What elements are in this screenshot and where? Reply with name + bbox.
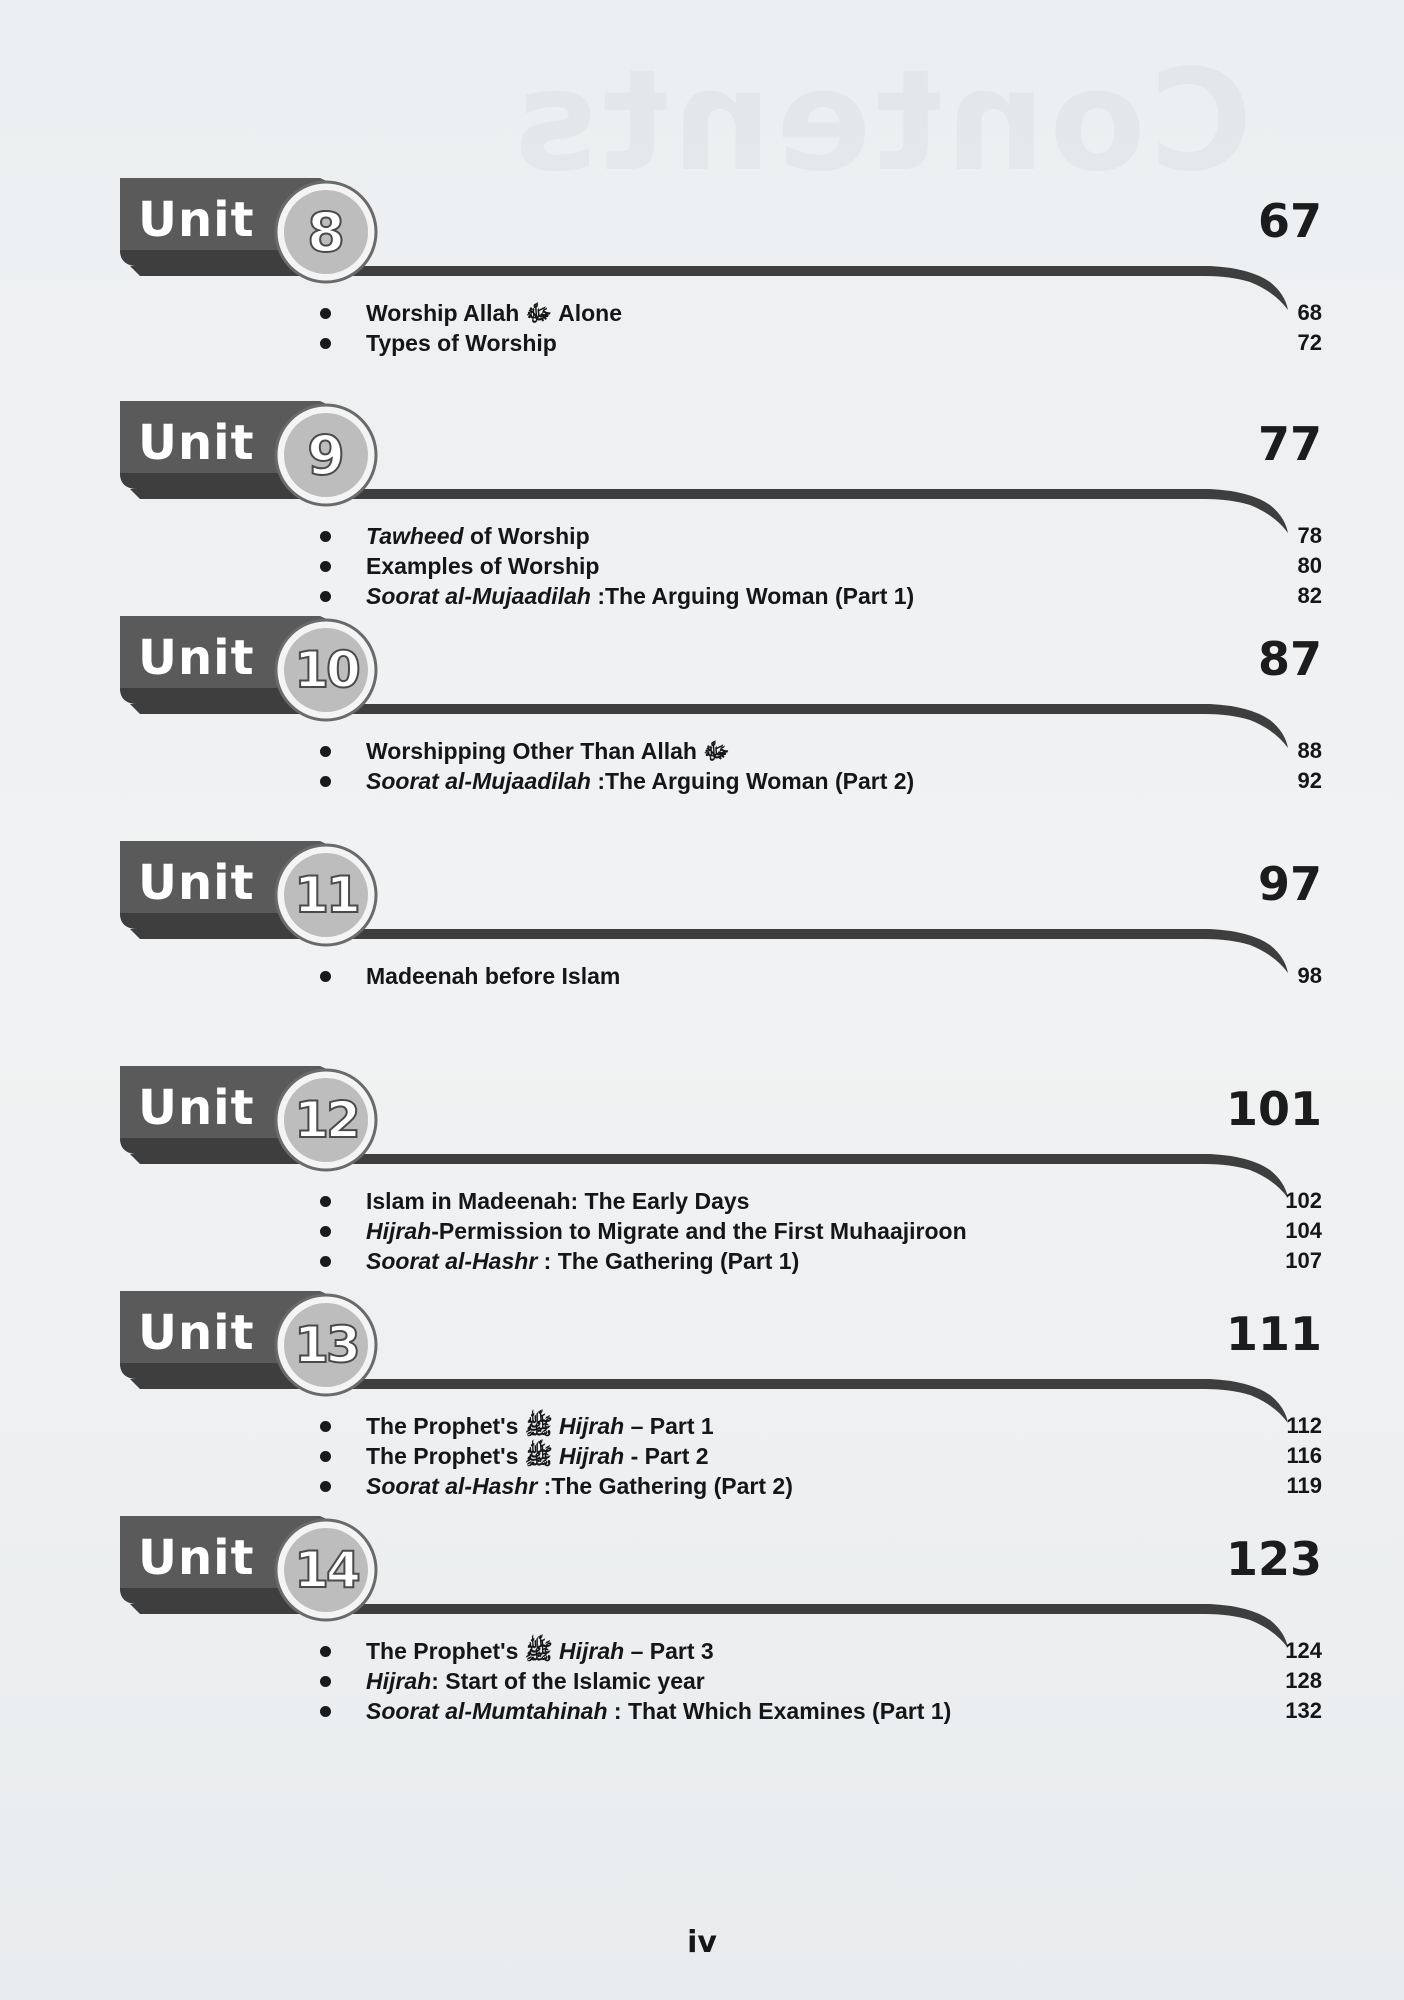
topic-title-part: ﷻ	[703, 738, 730, 764]
topic-entry[interactable]	[110, 961, 1360, 991]
topic-page-number: 92	[1297, 768, 1322, 793]
bullet-icon	[320, 1646, 331, 1657]
topic-title-part: :The Gathering (Part 2)	[537, 1473, 793, 1499]
topic-title-part: The Prophet's	[366, 1638, 525, 1664]
bullet-icon	[320, 1481, 331, 1492]
unit-label: Unit	[138, 630, 255, 686]
unit-block	[110, 608, 1360, 796]
topic-title-part: -Permission to Migrate and the First Muhaajiroon	[431, 1218, 967, 1244]
topic-entry[interactable]	[110, 1471, 1360, 1501]
bullet-icon	[320, 1676, 331, 1687]
topic-title-part: Madeenah before Islam	[366, 963, 621, 989]
topic-title	[366, 1666, 705, 1696]
topic-page-number: 112	[1286, 1413, 1322, 1438]
bullet-icon	[320, 1451, 331, 1462]
topic-title-part: Alone	[551, 300, 622, 326]
topic-title-italic-part: Hijrah	[366, 1668, 432, 1694]
topic-title-italic-part: Soorat al-Hashr	[366, 1473, 538, 1499]
bullet-icon	[320, 591, 331, 602]
topic-entry[interactable]	[110, 1696, 1360, 1726]
topic-title-part: ﷻ	[525, 300, 552, 326]
bullet-icon	[320, 1421, 331, 1432]
bullet-icon	[320, 776, 331, 787]
bullet-icon	[320, 338, 331, 349]
topic-title	[366, 1411, 714, 1441]
topic-title-part: Examples of Worship	[366, 553, 600, 579]
topic-title-part: Worshipping Other Than Allah	[366, 738, 704, 764]
bullet-icon	[320, 1706, 331, 1717]
topic-page-number: 104	[1285, 1218, 1322, 1243]
unit-block	[110, 170, 1360, 358]
unit-start-page: 77	[1257, 417, 1322, 471]
unit-topic-list	[110, 1636, 1360, 1726]
bullet-icon	[320, 561, 331, 572]
topic-title-italic-part: Soorat al-Mumtahinah	[366, 1698, 608, 1724]
unit-header	[110, 833, 1360, 973]
topic-title-part: : The Gathering (Part 1)	[537, 1248, 800, 1274]
topic-title	[366, 298, 622, 328]
unit-start-page: 97	[1257, 857, 1322, 911]
topic-entry[interactable]	[110, 1411, 1360, 1441]
page-number: iv	[687, 1925, 717, 1960]
unit-number: 10	[294, 641, 358, 699]
topic-title-italic-part: Hijrah	[559, 1413, 625, 1439]
unit-label: Unit	[138, 1080, 255, 1136]
topic-title	[366, 521, 590, 551]
topic-entry[interactable]	[110, 1636, 1360, 1666]
topic-title-italic-part: Tawheed	[366, 523, 464, 549]
topic-entry[interactable]	[110, 1216, 1360, 1246]
topic-page-number: 78	[1297, 523, 1322, 548]
topic-page-number: 107	[1285, 1248, 1322, 1273]
topic-entry[interactable]	[110, 551, 1360, 581]
topic-title-part: Types of Worship	[366, 330, 557, 356]
topic-entry[interactable]	[110, 1186, 1360, 1216]
topic-title	[366, 1246, 799, 1276]
topic-title	[366, 736, 729, 766]
topic-title-part: :The Arguing Woman (Part 1)	[590, 583, 915, 609]
unit-label: Unit	[138, 1530, 255, 1586]
topic-title-italic-part: Soorat al-Mujaadilah	[366, 768, 591, 794]
topic-title-part: – Part 3	[624, 1638, 714, 1664]
topic-title-italic-part: Soorat al-Mujaadilah	[366, 583, 591, 609]
unit-topic-list	[110, 298, 1360, 358]
topic-page-number: 82	[1297, 583, 1322, 608]
topic-title-italic-part: Hijrah	[559, 1443, 625, 1469]
unit-header	[110, 1508, 1360, 1648]
topic-title-part: ﷺ	[524, 1413, 553, 1439]
topic-title	[366, 1186, 749, 1216]
unit-header	[110, 1283, 1360, 1423]
unit-header	[110, 170, 1360, 310]
unit-topic-list	[110, 736, 1360, 796]
topic-page-number: 72	[1297, 330, 1322, 355]
topic-title-part: – Part 1	[624, 1413, 714, 1439]
topic-title-part: The Prophet's	[366, 1443, 525, 1469]
topic-title	[366, 1636, 714, 1666]
bullet-icon	[320, 1256, 331, 1267]
unit-number: 13	[294, 1316, 358, 1374]
topic-title	[366, 1471, 793, 1501]
unit-label: Unit	[138, 855, 255, 911]
unit-start-page: 123	[1225, 1532, 1322, 1586]
unit-header	[110, 608, 1360, 748]
unit-block	[110, 1508, 1360, 1726]
topic-title-part: of Worship	[463, 523, 590, 549]
topic-entry[interactable]	[110, 1666, 1360, 1696]
bullet-icon	[320, 746, 331, 757]
bullet-icon	[320, 1226, 331, 1237]
topic-entry[interactable]	[110, 1246, 1360, 1276]
topic-title	[366, 1216, 967, 1246]
topic-title-part: :The Arguing Woman (Part 2)	[590, 768, 915, 794]
unit-header	[110, 1058, 1360, 1198]
topic-title-italic-part: Hijrah	[366, 1218, 432, 1244]
topic-page-number: 88	[1297, 738, 1322, 763]
watermark-title: Contents	[510, 40, 1253, 203]
topic-entry[interactable]	[110, 581, 1360, 611]
unit-number: 11	[294, 866, 358, 924]
topic-page-number: 68	[1297, 300, 1322, 325]
unit-number: 14	[294, 1541, 358, 1599]
topic-title-part: Islam in Madeenah: The Early Days	[366, 1188, 750, 1214]
topic-entry[interactable]	[110, 298, 1360, 328]
topic-page-number: 124	[1285, 1638, 1322, 1663]
topic-page-number: 128	[1285, 1668, 1322, 1693]
topic-entry[interactable]	[110, 736, 1360, 766]
topic-title	[366, 1696, 951, 1726]
unit-number: 12	[294, 1091, 358, 1149]
topic-title	[366, 766, 914, 796]
topic-page-number: 102	[1285, 1188, 1322, 1213]
unit-label: Unit	[138, 1305, 255, 1361]
topic-title-part: - Part 2	[624, 1443, 709, 1469]
topic-title	[366, 581, 914, 611]
unit-block	[110, 393, 1360, 611]
unit-topic-list	[110, 1411, 1360, 1501]
topic-title-part: The Prophet's	[366, 1413, 525, 1439]
topic-title	[366, 1441, 709, 1471]
unit-topic-list	[110, 961, 1360, 991]
unit-number: 8	[307, 200, 345, 264]
unit-block	[110, 1283, 1360, 1501]
unit-label: Unit	[138, 192, 255, 248]
unit-start-page: 101	[1225, 1082, 1322, 1136]
unit-start-page: 111	[1225, 1307, 1322, 1361]
unit-header	[110, 393, 1360, 533]
topic-page-number: 132	[1285, 1698, 1322, 1723]
topic-entry[interactable]	[110, 328, 1360, 358]
bullet-icon	[320, 531, 331, 542]
topic-entry[interactable]	[110, 1441, 1360, 1471]
unit-topic-list	[110, 1186, 1360, 1276]
topic-title	[366, 328, 557, 358]
bullet-icon	[320, 971, 331, 982]
topic-page-number: 116	[1286, 1443, 1322, 1468]
topic-page-number: 98	[1297, 963, 1322, 988]
unit-block	[110, 1058, 1360, 1276]
unit-start-page: 87	[1257, 632, 1322, 686]
topic-title-part: : That Which Examines (Part 1)	[607, 1698, 952, 1724]
topic-title-part: : Start of the Islamic year	[431, 1668, 705, 1694]
bullet-icon	[320, 308, 331, 319]
unit-block	[110, 833, 1360, 991]
topic-title-part: ﷺ	[524, 1638, 553, 1664]
unit-topic-list	[110, 521, 1360, 611]
bullet-icon	[320, 1196, 331, 1207]
topic-title	[366, 551, 599, 581]
unit-start-page: 67	[1257, 194, 1322, 248]
topic-page-number: 80	[1297, 553, 1322, 578]
topic-title-part: ﷺ	[524, 1443, 553, 1469]
topic-entry[interactable]	[110, 521, 1360, 551]
unit-number: 9	[307, 423, 345, 487]
topic-title-italic-part: Hijrah	[559, 1638, 625, 1664]
topic-page-number: 119	[1286, 1473, 1322, 1498]
topic-title-italic-part: Soorat al-Hashr	[366, 1248, 538, 1274]
unit-label: Unit	[138, 415, 255, 471]
topic-title-part: Worship Allah	[366, 300, 526, 326]
topic-entry[interactable]	[110, 766, 1360, 796]
topic-title	[366, 961, 620, 991]
